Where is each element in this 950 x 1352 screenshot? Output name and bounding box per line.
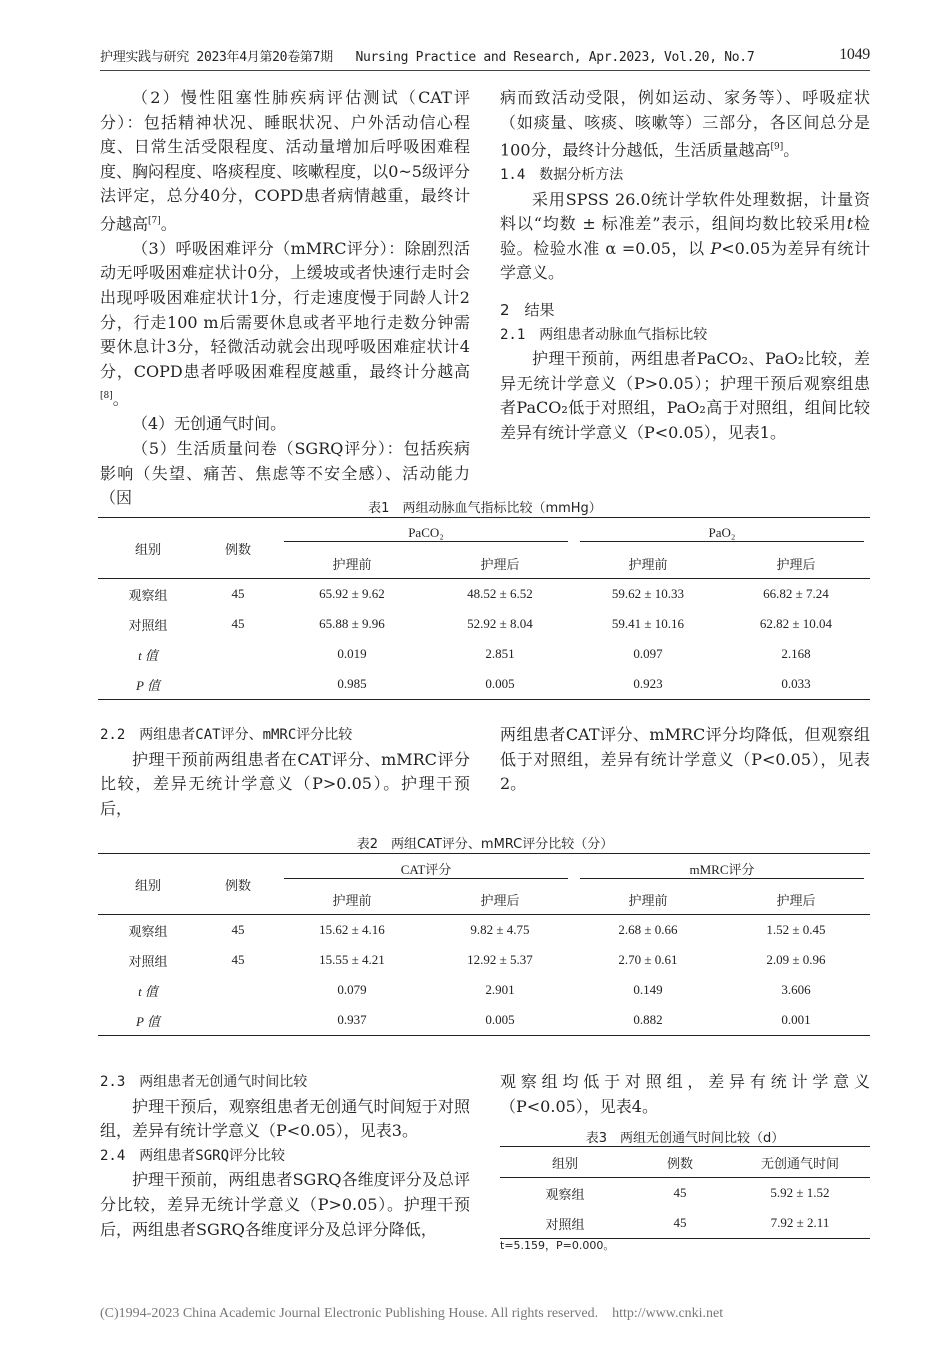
citation: [9] — [770, 142, 784, 153]
col-after: 护理后 — [480, 556, 520, 572]
col-ventilation-time: 无创通气时间 — [760, 1155, 839, 1171]
table3-note: t=5.159，P=0.000。 — [500, 1239, 615, 1252]
paragraph-cat-mmrc-cont: 两组患者CAT评分、mMRC评分均降低，但观察组低于对照组，差异有统计学意义（P<0.05），见表2。 — [500, 725, 870, 794]
col-group: 组别 — [98, 854, 198, 915]
left-column-mid — [100, 723, 470, 821]
cnki-link[interactable]: http://www.cnki.net — [612, 1306, 724, 1321]
paragraph-stats: 采用SPSS 26.0统计学软件处理数据，计量资料以“均数 ± 标准差”表示，组间均数比较采用t检验。检验水准 α =0.05，以 P<0.05为差异有统计学意义。 — [500, 189, 870, 283]
left-column-bottom — [100, 1070, 470, 1242]
col-after: 护理后 — [776, 892, 816, 908]
right-column-mid — [500, 723, 870, 797]
table-row: P 值 0.937 0.005 0.882 0.001 — [98, 1005, 870, 1036]
paragraph-ventilation-compare: 护理干预后，观察组患者无创通气时间短于对照组，差异有统计学意义（P<0.05），见表3。 — [100, 1096, 470, 1141]
paragraph-sgrq: （5）生活质量问卷（SGRQ评分）：包括疾病影响（失望、痛苦、焦虑等不安全感）、活动能力（因 — [100, 438, 470, 508]
col-group: 组别 — [551, 1155, 578, 1171]
page-number: 1049 — [839, 46, 870, 63]
col-n: 例数 — [198, 518, 278, 579]
paragraph-cat: （2）慢性阻塞性肺疾病评估测试（CAT评分）：包括精神状况、睡眠状况、户外活动信心程度、日常生活受限程度、活动量增加后呼吸困难程度、胸闷程度、咯痰程度、咳嗽程度，以0~5级评分法评定，总分40分，COPD患者病情越重，最终计分越高[7]。 — [100, 88, 470, 234]
citation: [7] — [148, 215, 161, 226]
col-group-pao2: PaO₂ — [574, 518, 870, 549]
citation: [8] — [100, 391, 113, 402]
paragraph-mmrc: （3）呼吸困难评分（mMRC评分）：除剧烈活动无呼吸困难症状计0分，上缓坡或者快速行走时会出现呼吸困难症状计1分，行走速度慢于同龄人计2分，行走100 m后需要休息或者平地行走数分钟需要休息计3分，轻微活动就会出现呼吸困难症状计4分，COPD患者呼吸困难程度越重，最终计分越高[8]。 — [100, 238, 470, 409]
table-row: t 值 0.079 2.901 0.149 3.606 — [138, 982, 811, 999]
col-n: 例数 — [666, 1155, 693, 1171]
right-column-bottom — [500, 1070, 870, 1119]
table2-caption: 表2 两组CAT评分、mMRC评分比较（分） — [356, 837, 614, 852]
heading-1-4: 1.4 数据分析方法 — [500, 167, 624, 184]
heading-2-2: 2.2 两组患者CAT评分、mMRC评分比较 — [100, 727, 353, 743]
col-after: 护理后 — [480, 892, 520, 908]
right-column-top — [500, 86, 870, 446]
col-before: 护理前 — [628, 556, 668, 572]
paragraph-sgrq-cont: 病而致活动受限，例如运动、家务等）、呼吸症状（如痰量、咳痰、咳嗽等）三部分，各区间总分是100分，最终计分越低，生活质量越高[9]。 — [500, 88, 870, 160]
col-group: 组别 — [98, 518, 198, 579]
col-group-cat: CAT评分 — [278, 854, 574, 885]
table-row: 观察组 45 15.62 ± 4.16 9.82 ± 4.75 2.68 ± 0.66 1.52 ± 0.45 — [128, 922, 826, 939]
col-before: 护理前 — [332, 556, 372, 572]
heading-2-1: 2.1 两组患者动脉血气指标比较 — [500, 326, 708, 343]
col-before: 护理前 — [332, 892, 372, 908]
paragraph-blood-gas: 护理干预前，两组患者PaCO₂、PaO₂比较，差异无统计学意义（P>0.05）；护理干预后观察组患者PaCO₂低于对照组，PaO₂高于对照组，组间比较差异有统计学意义（P<0.05），见表1。 — [500, 349, 870, 443]
table-row: 对照组 45 15.55 ± 4.21 12.92 ± 5.37 2.70 ± 0.61 2.09 ± 0.96 — [128, 952, 826, 969]
col-group-paco2: PaCO₂ — [278, 518, 574, 549]
paragraph-sgrq-cont: 观察组均低于对照组，差异有统计学意义（P<0.05），见表4。 — [500, 1072, 870, 1116]
table-row: 对照组 45 7.92 ± 2.11 — [500, 1208, 870, 1239]
table-row: t 值 0.019 2.851 0.097 2.168 — [138, 646, 811, 663]
table3 — [500, 1146, 870, 1239]
header-rule — [100, 70, 870, 71]
journal-title: 护理实践与研究 2023年4月第20卷第7期 Nursing Practice and Research, Apr.2023, Vol.20, No.7 — [100, 50, 755, 65]
table1 — [98, 517, 870, 700]
table-row: 观察组 45 65.92 ± 9.62 48.52 ± 6.52 59.62 ± 10.33 66.82 ± 7.24 — [128, 586, 829, 603]
table1-caption: 表1 两组动脉血气指标比较（mmHg） — [368, 501, 602, 516]
table-row: P 值 0.985 0.005 0.923 0.033 — [98, 669, 870, 700]
heading-2-4: 2.4 两组患者SGRQ评分比较 — [100, 1147, 286, 1164]
table-row: 对照组 45 65.88 ± 9.96 52.92 ± 8.04 59.41 ± 10.16 62.82 ± 10.04 — [128, 616, 833, 633]
paragraph-sgrq-compare: 护理干预前，两组患者SGRQ各维度评分及总评分比较，差异无统计学意义（P>0.05）。护理干预后，两组患者SGRQ各维度评分及总评分降低， — [100, 1170, 470, 1239]
copyright-footer: (C)1994-2023 China Academic Journal Electronic Publishing House. All rights reserved. http://www.cnki.net — [100, 1306, 724, 1321]
col-before: 护理前 — [628, 892, 668, 908]
paragraph-cat-mmrc: 护理干预前两组患者在CAT评分、mMRC评分比较，差异无统计学意义（P>0.05）。护理干预后， — [100, 749, 470, 818]
col-group-mmrc: mMRC评分 — [574, 854, 870, 885]
left-column-top — [100, 86, 470, 511]
table2 — [98, 853, 870, 1036]
table-row: 观察组 45 5.92 ± 1.52 — [545, 1185, 830, 1202]
paragraph-ventilation: （4）无创通气时间。 — [132, 414, 287, 434]
heading-2: 2 结果 — [500, 301, 555, 320]
col-after: 护理后 — [776, 556, 816, 572]
heading-2-3: 2.3 两组患者无创通气时间比较 — [100, 1074, 308, 1090]
col-n: 例数 — [198, 854, 278, 915]
table3-caption: 表3 两组无创通气时间比较（d） — [585, 1131, 785, 1146]
